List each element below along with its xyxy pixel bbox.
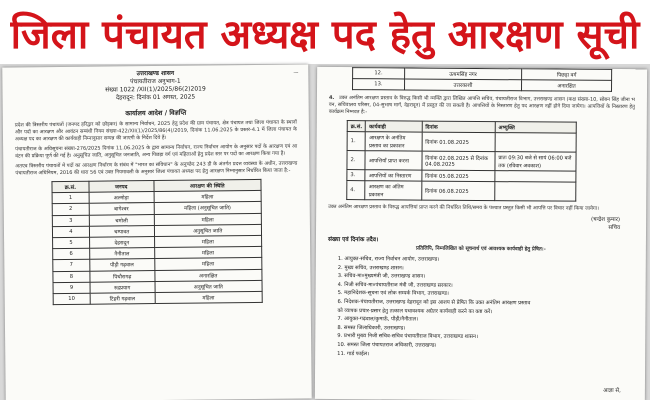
cell-reservation: अनारक्षित [522,80,612,92]
schedule-col-action: कार्यवाही [366,121,422,132]
cell-district: टिहरी गढ़वाल [90,292,155,304]
table-row [353,79,612,92]
item-4-number: 4. [328,94,335,101]
left-doc-date: देहरादून: दिनांक 01 अगस्त, 2025 [115,93,196,102]
cell-serial: 6 [53,248,90,260]
schedule-cell-action: आरक्षण का अंतिम प्रकाशन [365,181,421,200]
left-doc-paragraph-3: अतएव त्रिस्तरीय पंचायतों में पदों का आरक्षण निर्धारण के संबंध में "भारत का संविधान" के अनुच्छेद 243 डी के अंतर्गत प्रदत्त व्यवस्था के अधीन, उत्तराखण्ड पंचायतीराज अधिनियम, 2016 की धारा 56 एवं उक्त नियमावली के अनुसार जिला पंचायत अध्यक्ष पद हेतु आरक्षण निम्नानुसार निर्धारित किया जाता है:- [15,160,298,177]
cell-district: नैनीताल [89,248,154,260]
col-header-serial: क्र.सं. [52,181,89,193]
cell-district: रुद्रप्रयाग [90,281,155,293]
cell-reservation: पिछड़ा वर्ग [522,69,612,81]
list-item: 6. निदेशक-पंचायतीराज, उत्तराखण्ड देहरादून को इस आशय से प्रेषित कि उक्त अनंतिम आरक्षण प्रस्ताव [337,298,531,307]
left-doc-paragraph-1: प्रदेश की त्रिस्तरीय पंचायतों (जनपद हरिद्वार को छोड़कर) के सामान्य निर्वाचन, 2025 हेतु प्रदेश की ग्राम पंचायत, क्षेत्र पंचायत तथा जिला पंचायत के स्थानों और पदों का आरक्षण और आवंटन सम्बंधी नियम संख्या-422/XII(1)/2025/86(4)/2019, दिनांक 11.06.2025 के प्रस्तर-4.1 में जिला पंचायत के अध्यक्ष पद का आरक्षण की कार्यवाही निम्नानुसार सम्पन्न की जाएगी के निर्देश दिये हैं। [14,119,297,143]
reservation-table [51,179,262,305]
cell-reservation: महिला [154,213,262,225]
reservation-table-continued [352,67,612,92]
left-doc-paragraph-2: पंचायतीराज के अधिसूचना संख्या-276/2025 दिनांक 11.06.2025 के द्वारा सामान्य निर्वाचन, राज्य निर्वाचन आयोग के अनुसार पदों के आरक्षण एवं आवंटन की प्रक्रिया पूर्ण की गई है। अनुसूचित जाति, अनुसूचित जनजाति, अन्य पिछड़ा वर्ग एवं महिलाओं हेतु प्रदेश स्तर पर पदों का आरक्षण किया गया है। [15,143,298,160]
cell-serial: 2 [52,204,89,216]
schedule-cell-action: आपत्तियों का निस्तारण [365,170,421,181]
right-doc-item-4 [329,95,635,118]
cell-reservation: महिला (अनुसूचित जाति) [154,202,262,214]
cell-reservation: महिला [154,247,262,259]
schedule-col-serial: क्र.सं. [347,121,366,132]
cell-serial: 12. [353,68,405,79]
item-4-text: उक्त अनंतिम आरक्षण प्रस्ताव के विरुद्ध किसी भी व्यक्ति द्वारा लिखित आपत्ति सचिव, पंचायतीराज विभाग, उत्तराखण्ड शासन (कक्ष संख्या-10, सोबन सिंह जीना भवन, सचिवालय परिसर, 04-सुभाष मार्ग, देहरादून) में प्रस्तुत की जा सकती है। आपत्तियों के निस्तारण हेतु पद आरक्षण नहीं होने दिया जायेगा। आपत्तियों के निस्तारण हेतु कार्यक्रम निम्नवत है:- [328,95,635,116]
list-item: 11. गार्ड फाईल। [337,350,370,357]
cell-reservation: महिला [154,191,262,203]
cell-district: चमोली [89,214,154,226]
banner-title: जिला पंचायत अध्यक्ष पद हेतु आरक्षण सूची [10,11,640,58]
cell-district: उत्तरकाशी [404,79,521,91]
list-item: 8. समस्त जिलाधिकारी, उत्तराखण्ड। [337,324,406,332]
col-header-district: जनपद [89,181,154,193]
cell-district: ऊधमसिंह नगर [404,68,521,80]
left-doc-header [2,64,308,103]
cell-reservation: महिला [154,235,262,247]
cell-district: बागेश्वर [89,203,154,215]
list-item: 3. सचिव-मा०मुख्यमंत्री जी, उत्तराखण्ड शासन। [337,273,426,280]
schedule-cell-remark [495,133,576,153]
right-doc-item-5: उक्त अनंतिम आरक्षण प्रस्ताव के विरुद्ध आपत्तियां प्राप्त करने की निर्धारित तिथि/समय के पश्चात प्रस्तुत किसी भी आपत्ति पर विचार नहीं किया जायेगा। [328,203,599,212]
schedule-row [347,132,576,153]
left-doc-subject: कार्यालय आदेश / विज्ञप्ति [125,108,187,118]
copy-recipient-list [337,255,634,360]
schedule-col-remark: अभ्युक्ति [495,122,576,134]
list-item: 2. मुख्य सचिव, उत्तराखण्ड शासन। [337,264,404,272]
schedule-cell-action: आपत्तियाँ प्राप्त करना [365,151,421,170]
cell-serial: 10 [53,293,90,305]
cell-district: देहरादून [89,236,154,248]
schedule-cell-remark: प्रातः 09:30 बजे से सायं 06:00 बजे तक (रविवार अवकाश) [495,152,576,172]
cell-district: पौड़ी गढ़वाल [90,259,155,271]
schedule-cell-serial: 4. [347,181,366,200]
cell-reservation: महिला [155,291,263,303]
schedule-cell-date: दिनांक 01.08.2025 [422,132,495,152]
table-row [53,291,262,304]
list-item: 5. महानिदेशक-सूचना एवं लोक सम्पर्क विभाग, उत्तराखण्ड। [337,290,449,298]
title-banner [0,0,650,64]
copy-intro: प्रतिलिपि, निम्नलिखित को सूचनार्थ एवं आवश्यक कार्यवाही हेतु प्रेषित:- [415,245,546,253]
schedule-cell-date: दिनांक 05.08.2025 [422,170,495,182]
signature-block [316,214,620,232]
cell-serial: 1 [52,192,89,204]
signatory-name: (चन्द्रेश कुमार) [590,216,621,223]
cell-reservation: अनुसूचित जाति [154,224,262,236]
cell-district: अल्मोड़ा [89,192,154,204]
schedule-cell-remark [495,171,576,183]
cell-serial: 5 [53,237,90,249]
schedule-cell-remark [495,182,576,202]
col-header-reservation: आरक्षण की स्थिति [153,179,261,191]
cell-serial: 4 [52,226,89,238]
list-item: 1. आयुक्त-सचिव, राज्य निर्वाचन आयोग, उत्तराखण्ड। [337,256,440,263]
list-item: 10. समस्त जिला पंचायतराज अधिकारी, उत्तराखण्ड। [337,341,437,349]
objection-schedule-table [346,120,577,202]
left-doc-header-right: — [293,69,299,76]
cell-serial: 7 [53,260,90,272]
left-doc-ref-number: संख्या 1022 /XII(1)/2025/86(2)2019 [105,85,206,94]
cell-serial: 9 [53,282,90,294]
cell-district: चम्पावत [89,225,154,237]
schedule-cell-date: दिनांक 02.08.2025 से दिनांक 04.08.2025 [422,151,495,171]
schedule-col-date: दिनांक [422,121,495,133]
list-item: 4. निजी सचिव-मा०पंचायतीराज मंत्री जी, उत्तराखण्ड सरकार। [337,281,453,289]
cell-serial: 3 [52,215,89,227]
schedule-row [347,181,576,202]
schedule-cell-serial: 2. [347,151,366,170]
left-doc-header-dept: पंचायतीराज अनुभाग-1 [130,77,181,86]
list-item: 9. प्रभारी मुख्य निजी सचिव-सचिव पंचायतीराज विभाग, उत्तराखण्ड शासन। [337,333,478,341]
schedule-cell-date: दिनांक 06.08.2025 [421,181,494,201]
right-document-page [315,67,647,400]
list-item: को व्यापक प्रचार-प्रसार हेतु तत्काल यथावश्यक अग्रेतर कार्यवाही करने का कष्ट करें। [337,307,493,315]
list-item: 7. आयुक्त-गढ़वाल/कुमाऊँ, पौड़ी/नैनीताल। [337,316,419,323]
schedule-row [347,151,576,172]
schedule-cell-action: आरक्षण के अनंतिम प्रस्ताव का प्रकाशन [366,132,422,151]
left-document-page [2,64,311,400]
copy-heading: संख्या एवं दिनांक तदैव। [327,236,379,244]
cell-reservation: अनारक्षित [154,269,262,281]
bottom-signature-text: आज्ञा से, [603,387,621,394]
cell-district: पिथौरागढ़ [90,270,155,282]
schedule-cell-serial: 3. [347,170,366,181]
cell-reservation: अनुसूचित जाति [155,280,263,292]
left-doc-header-govt: उत्तराखण्ड शासन [136,69,175,78]
cell-serial: 13. [353,79,405,90]
signatory-title: सचिव [608,224,621,231]
cell-serial: 8 [53,271,90,283]
bottom-signature [603,387,621,395]
cell-reservation: महिला [154,258,262,270]
schedule-cell-serial: 1. [347,132,366,151]
